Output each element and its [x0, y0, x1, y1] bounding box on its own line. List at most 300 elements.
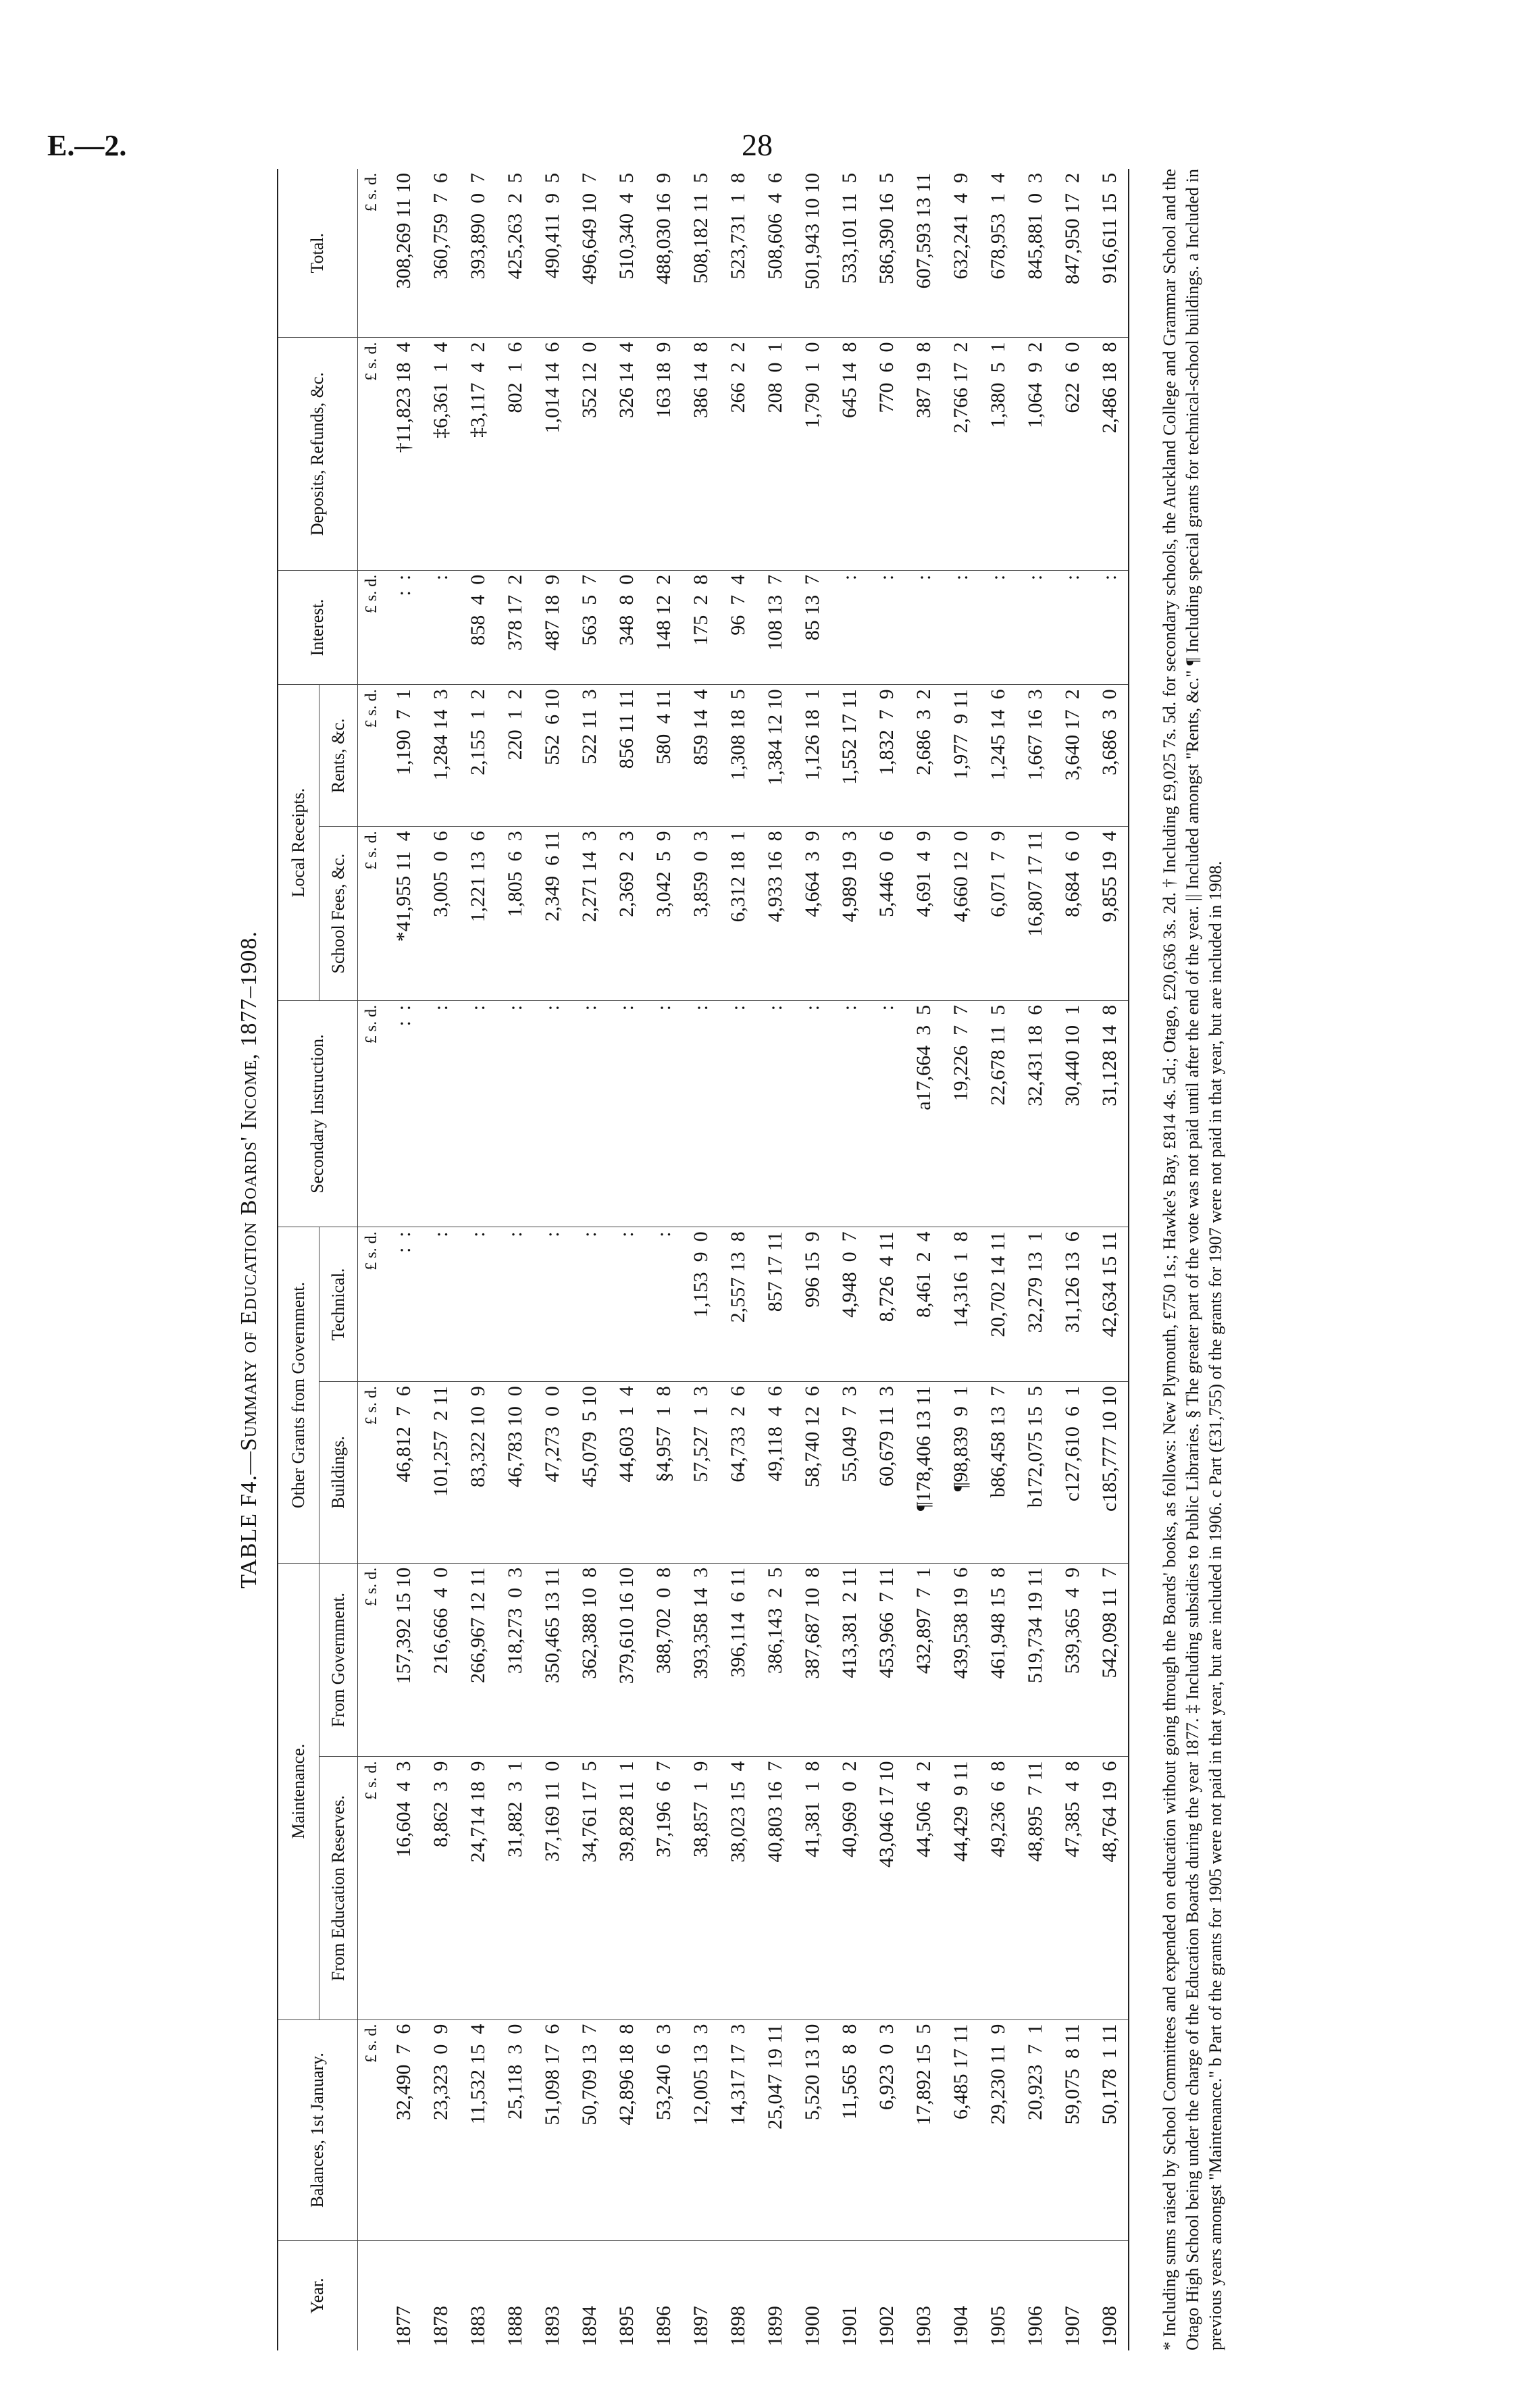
year-value: 1898 [726, 2306, 749, 2346]
cell-deposits: 2,766 17 2 [942, 338, 979, 570]
cell-buildings: 45,079 5 10 [571, 1382, 608, 1564]
cell-buildings: 101,257 2 11 [422, 1382, 459, 1564]
cell-balances: 12,005 13 3 [682, 2019, 719, 2240]
table-row [608, 169, 645, 2350]
cell-school-fees: 2,349 6 11 [534, 827, 571, 1001]
unit-label: £ s. d. [358, 169, 386, 338]
table-title-main: Summary of Education Boards' Income, 1877–1908. [236, 931, 261, 1451]
cell-reserves: 44,429 9 11 [942, 1757, 979, 2019]
cell-interest: 108 13 7 [756, 570, 794, 685]
year-value: 1901 [838, 2306, 861, 2346]
cell-deposits: 2,486 18 8 [1091, 338, 1129, 570]
cell-rents: 859 14 4 [682, 685, 719, 827]
cell-interest: : [868, 570, 905, 685]
col-buildings: Buildings. [319, 1382, 358, 1564]
cell-year [942, 2241, 979, 2351]
year-value: 1908 [1098, 2306, 1121, 2346]
cell-total: 523,731 1 8 [719, 169, 756, 338]
cell-buildings: 46,783 10 0 [496, 1382, 534, 1564]
cell-balances: 29,230 11 9 [979, 2019, 1017, 2240]
unit-row [358, 169, 386, 2350]
income-summary-table [277, 169, 1129, 2350]
cell-school-fees: 4,691 4 9 [905, 827, 942, 1001]
cell-government: 393,358 14 3 [682, 1563, 719, 1757]
cell-buildings: 60,679 11 3 [868, 1382, 905, 1564]
cell-balances: 5,520 13 10 [794, 2019, 831, 2240]
cell-deposits: 326 14 4 [608, 338, 645, 570]
cell-secondary: : [496, 1000, 534, 1227]
cell-rents: 2,686 3 2 [905, 685, 942, 827]
cell-rents: 1,190 7 1 [385, 685, 422, 827]
cell-interest: 378 17 2 [496, 570, 534, 685]
cell-total: 360,759 7 6 [422, 169, 459, 338]
cell-school-fees: 1,805 6 3 [496, 827, 534, 1001]
cell-interest: 148 12 2 [645, 570, 682, 685]
col-government: From Government. [319, 1563, 358, 1757]
cell-buildings: §4,957 1 8 [645, 1382, 682, 1564]
cell-government: 432,897 7 1 [905, 1563, 942, 1757]
year-value: 1903 [912, 2306, 935, 2346]
cell-technical: 31,126 13 6 [1054, 1227, 1091, 1382]
cell-government: 542,098 11 7 [1091, 1563, 1129, 1757]
cell-government: 386,143 2 5 [756, 1563, 794, 1757]
cell-deposits: 1,790 1 0 [794, 338, 831, 570]
unit-label: £ s. d. [358, 570, 386, 685]
cell-government: 157,392 15 10 [385, 1563, 422, 1757]
unit-label: £ s. d. [358, 1757, 386, 2019]
cell-rents: 1,245 14 6 [979, 685, 1017, 827]
table-row [645, 169, 682, 2350]
cell-rents: 1,126 18 1 [794, 685, 831, 827]
cell-secondary: 19,226 7 7 [942, 1000, 979, 1227]
cell-technical: : [645, 1227, 682, 1382]
cell-buildings: 57,527 1 3 [682, 1382, 719, 1564]
cell-government: 388,702 0 8 [645, 1563, 682, 1757]
cell-buildings: 55,049 7 3 [831, 1382, 868, 1564]
cell-technical: : [608, 1227, 645, 1382]
year-value: 1888 [503, 2306, 526, 2346]
cell-balances: 11,565 8 8 [831, 2019, 868, 2240]
cell-total: 916,611 15 5 [1091, 169, 1129, 338]
cell-rents: 552 6 10 [534, 685, 571, 827]
cell-secondary: : : [385, 1000, 422, 1227]
cell-rents: 1,832 7 9 [868, 685, 905, 827]
footnote-text: * Including sums raised by School Committees and expended on education without going through the Boards' books, as follows: New Plymouth, £750 1s.; Hawke's Bay, £814 4s. 5d.; Otago, £20,636 3s. 2d. † Including £9,025 7s. 5d. for secondary schools, the Auckland College and Grammar School and the Otago High School being under the charge of the Education Boards during the year 1877. ‡ Including subsidies to Public Libraries. § The greater part of the vote was not paid until after the end of the year. || Included amongst "Rents, &c." ¶ Including special grants for technical-school buildings. a Included in previous years amongst "Maintenance." b Part of the grants for 1905 were not paid in that year, but are included in 1906. c Part (£31,755) of the grants for 1907 were not paid in that year, but are included in 1908. [1160, 169, 1225, 2350]
cell-reserves: 38,857 1 9 [682, 1757, 719, 2019]
cell-interest: 96 7 4 [719, 570, 756, 685]
table-row [459, 169, 496, 2350]
cell-total: 501,943 10 10 [794, 169, 831, 338]
cell-reserves: 34,761 17 5 [571, 1757, 608, 2019]
cell-year [1054, 2241, 1091, 2351]
cell-rents: 580 4 11 [645, 685, 682, 827]
table-row [756, 169, 794, 2350]
table-row [868, 169, 905, 2350]
year-value: 1883 [466, 2306, 489, 2346]
cell-reserves: 43,046 17 10 [868, 1757, 905, 2019]
page-number: 28 [742, 128, 773, 162]
col-interest: Interest. [278, 570, 358, 685]
cell-technical: 8,461 2 4 [905, 1227, 942, 1382]
cell-buildings: 44,603 1 4 [608, 1382, 645, 1564]
cell-interest: : [831, 570, 868, 685]
footnotes [1158, 169, 1227, 2350]
cell-total: 308,269 11 10 [385, 169, 422, 338]
cell-year [831, 2241, 868, 2351]
cell-government: 266,967 12 11 [459, 1563, 496, 1757]
cell-rents: 2,155 1 2 [459, 685, 496, 827]
cell-year [422, 2241, 459, 2351]
year-value: 1905 [986, 2306, 1009, 2346]
cell-deposits: 622 6 0 [1054, 338, 1091, 570]
cell-deposits: 802 1 6 [496, 338, 534, 570]
col-reserves: From Education Reserves. [319, 1757, 358, 2019]
col-rents: Rents, &c. [319, 685, 358, 827]
col-deposits: Deposits, Refunds, &c. [278, 338, 358, 570]
cell-interest: : [905, 570, 942, 685]
cell-buildings: c185,777 10 10 [1091, 1382, 1129, 1564]
table-row [422, 169, 459, 2350]
cell-balances: 11,532 15 4 [459, 2019, 496, 2240]
cell-school-fees: 2,271 14 3 [571, 827, 608, 1001]
cell-reserves: 44,506 4 2 [905, 1757, 942, 2019]
cell-balances: 6,923 0 3 [868, 2019, 905, 2240]
year-value: 1877 [392, 2306, 415, 2346]
year-value: 1899 [763, 2306, 786, 2346]
cell-technical: : [571, 1227, 608, 1382]
cell-interest: : : [385, 570, 422, 685]
table-row [1091, 169, 1129, 2350]
cell-technical: 14,316 1 8 [942, 1227, 979, 1382]
cell-reserves: 40,803 16 7 [756, 1757, 794, 2019]
table-row [571, 169, 608, 2350]
cell-government: 439,538 19 6 [942, 1563, 979, 1757]
unit-label: £ s. d. [358, 2019, 386, 2240]
year-value: 1907 [1060, 2306, 1083, 2346]
cell-secondary: : [794, 1000, 831, 1227]
cell-school-fees: 4,989 19 3 [831, 827, 868, 1001]
table-row [979, 169, 1017, 2350]
cell-secondary: : [682, 1000, 719, 1227]
cell-reserves: 31,882 3 1 [496, 1757, 534, 2019]
cell-secondary: : [831, 1000, 868, 1227]
unit-label: £ s. d. [358, 1563, 386, 1757]
cell-reserves: 37,169 11 0 [534, 1757, 571, 2019]
cell-balances: 50,709 13 7 [571, 2019, 608, 2240]
cell-total: 488,030 16 9 [645, 169, 682, 338]
cell-year [645, 2241, 682, 2351]
cell-buildings: ¶178,406 13 11 [905, 1382, 942, 1564]
cell-government: 453,966 7 11 [868, 1563, 905, 1757]
cell-reserves: 38,023 15 4 [719, 1757, 756, 2019]
cell-balances: 53,240 6 3 [645, 2019, 682, 2240]
cell-government: 519,734 19 11 [1017, 1563, 1054, 1757]
cell-year [756, 2241, 794, 2351]
year-value: 1902 [875, 2306, 898, 2346]
cell-secondary: : [719, 1000, 756, 1227]
cell-secondary: : [459, 1000, 496, 1227]
cell-school-fees: 1,221 13 6 [459, 827, 496, 1001]
cell-balances: 25,047 19 11 [756, 2019, 794, 2240]
cell-buildings: ¶98,839 9 1 [942, 1382, 979, 1564]
cell-year [979, 2241, 1017, 2351]
table-row [1017, 169, 1054, 2350]
cell-deposits: 645 14 8 [831, 338, 868, 570]
cell-interest: : [1091, 570, 1129, 685]
cell-government: 350,465 13 11 [534, 1563, 571, 1757]
cell-buildings: 58,740 12 6 [794, 1382, 831, 1564]
cell-balances: 6,485 17 11 [942, 2019, 979, 2240]
cell-secondary: a17,664 3 5 [905, 1000, 942, 1227]
cell-reserves: 39,828 11 1 [608, 1757, 645, 2019]
cell-total: 490,411 9 5 [534, 169, 571, 338]
cell-deposits: 1,380 5 1 [979, 338, 1017, 570]
unit-label: £ s. d. [358, 827, 386, 1001]
cell-reserves: 47,385 4 8 [1054, 1757, 1091, 2019]
cell-year [534, 2241, 571, 2351]
year-value: 1906 [1023, 2306, 1046, 2346]
cell-balances: 14,317 17 3 [719, 2019, 756, 2240]
cell-rents: 1,552 17 11 [831, 685, 868, 827]
cell-school-fees: 2,369 2 3 [608, 827, 645, 1001]
col-school-fees: School Fees, &c. [319, 827, 358, 1001]
cell-balances: 23,323 0 9 [422, 2019, 459, 2240]
cell-balances: 42,896 18 8 [608, 2019, 645, 2240]
cell-secondary: 31,128 14 8 [1091, 1000, 1129, 1227]
cell-technical: : [459, 1227, 496, 1382]
cell-buildings: 64,733 2 6 [719, 1382, 756, 1564]
table-row [794, 169, 831, 2350]
cell-interest: : [1017, 570, 1054, 685]
unit-label: £ s. d. [358, 685, 386, 827]
cell-rents: 3,686 3 0 [1091, 685, 1129, 827]
cell-year [905, 2241, 942, 2351]
cell-interest: : [942, 570, 979, 685]
cell-government: 413,381 2 11 [831, 1563, 868, 1757]
cell-total: 678,953 1 4 [979, 169, 1017, 338]
cell-buildings: 49,118 4 6 [756, 1382, 794, 1564]
cell-technical: 1,153 9 0 [682, 1227, 719, 1382]
year-value: 1900 [800, 2306, 823, 2346]
cell-government: 216,666 4 0 [422, 1563, 459, 1757]
cell-government: 379,610 16 10 [608, 1563, 645, 1757]
table-row [534, 169, 571, 2350]
cell-technical: : [534, 1227, 571, 1382]
cell-school-fees: 8,684 6 0 [1054, 827, 1091, 1001]
unit-label: £ s. d. [358, 338, 386, 570]
cell-total: 845,881 0 3 [1017, 169, 1054, 338]
cell-total: 533,101 11 5 [831, 169, 868, 338]
unit-label: £ s. d. [358, 1227, 386, 1382]
cell-government: 387,687 10 8 [794, 1563, 831, 1757]
cell-total: 607,593 13 11 [905, 169, 942, 338]
cell-buildings: 83,322 10 9 [459, 1382, 496, 1564]
cell-year [794, 2241, 831, 2351]
cell-school-fees: 4,660 12 0 [942, 827, 979, 1001]
page-code: E.—2. [47, 129, 127, 162]
cell-deposits: ‡3,117 4 2 [459, 338, 496, 570]
cell-school-fees: *41,955 11 4 [385, 827, 422, 1001]
cell-deposits: 386 14 8 [682, 338, 719, 570]
table-row [385, 169, 422, 2350]
cell-rents: 856 11 11 [608, 685, 645, 827]
cell-interest: 858 4 0 [459, 570, 496, 685]
cell-total: 847,950 17 2 [1054, 169, 1091, 338]
year-value: 1895 [615, 2306, 638, 2346]
cell-deposits: ‡6,361 1 4 [422, 338, 459, 570]
cell-secondary: 30,440 10 1 [1054, 1000, 1091, 1227]
cell-year [459, 2241, 496, 2351]
cell-deposits: 1,014 14 6 [534, 338, 571, 570]
cell-technical: 42,634 15 11 [1091, 1227, 1129, 1382]
cell-deposits: 387 19 8 [905, 338, 942, 570]
cell-school-fees: 6,312 18 1 [719, 827, 756, 1001]
cell-balances: 50,178 1 11 [1091, 2019, 1129, 2240]
cell-secondary: : [608, 1000, 645, 1227]
cell-year [682, 2241, 719, 2351]
cell-rents: 1,308 18 5 [719, 685, 756, 827]
cell-rents: 1,384 12 10 [756, 685, 794, 827]
cell-school-fees: 3,005 0 6 [422, 827, 459, 1001]
cell-rents: 1,977 9 11 [942, 685, 979, 827]
cell-year [719, 2241, 756, 2351]
year-value: 1897 [689, 2306, 712, 2346]
unit-label: £ s. d. [358, 1000, 386, 1227]
cell-interest: 175 2 8 [682, 570, 719, 685]
table-row [496, 169, 534, 2350]
cell-year [868, 2241, 905, 2351]
cell-government: 362,388 10 8 [571, 1563, 608, 1757]
cell-deposits: 266 2 2 [719, 338, 756, 570]
cell-total: 632,241 4 9 [942, 169, 979, 338]
cell-rents: 1,667 16 3 [1017, 685, 1054, 827]
cell-balances: 20,923 7 1 [1017, 2019, 1054, 2240]
cell-secondary: : [422, 1000, 459, 1227]
cell-interest: 85 13 7 [794, 570, 831, 685]
table-title [236, 169, 262, 2350]
cell-balances: 59,075 8 11 [1054, 2019, 1091, 2240]
cell-school-fees: 3,859 0 3 [682, 827, 719, 1001]
cell-year [1017, 2241, 1054, 2351]
col-other-grants: Other Grants from Government. [278, 1227, 319, 1563]
cell-total: 393,890 0 7 [459, 169, 496, 338]
cell-reserves: 48,764 19 6 [1091, 1757, 1129, 2019]
table-row [831, 169, 868, 2350]
cell-reserves: 48,895 7 11 [1017, 1757, 1054, 2019]
cell-balances: 17,892 15 5 [905, 2019, 942, 2240]
cell-reserves: 24,714 18 9 [459, 1757, 496, 2019]
cell-technical: 32,279 13 1 [1017, 1227, 1054, 1382]
cell-deposits: 770 6 0 [868, 338, 905, 570]
cell-deposits: 208 0 1 [756, 338, 794, 570]
cell-balances: 25,118 3 0 [496, 2019, 534, 2240]
cell-buildings: b86,458 13 7 [979, 1382, 1017, 1564]
cell-interest: : [1054, 570, 1091, 685]
year-value: 1896 [652, 2306, 675, 2346]
cell-technical: 2,557 13 8 [719, 1227, 756, 1382]
unit-label: £ s. d. [358, 1382, 386, 1564]
cell-rents: 220 1 2 [496, 685, 534, 827]
cell-total: 508,606 4 6 [756, 169, 794, 338]
cell-deposits: 163 18 9 [645, 338, 682, 570]
cell-total: 586,390 16 5 [868, 169, 905, 338]
cell-technical: 8,726 4 11 [868, 1227, 905, 1382]
cell-interest: : [979, 570, 1017, 685]
cell-reserves: 41,381 1 8 [794, 1757, 831, 2019]
cell-interest: 563 5 7 [571, 570, 608, 685]
cell-rents: 1,284 14 3 [422, 685, 459, 827]
cell-rents: 522 11 3 [571, 685, 608, 827]
cell-buildings: 46,812 7 6 [385, 1382, 422, 1564]
cell-school-fees: 9,855 19 4 [1091, 827, 1129, 1001]
cell-school-fees: 5,446 0 6 [868, 827, 905, 1001]
cell-year [385, 2241, 422, 2351]
cell-reserves: 37,196 6 7 [645, 1757, 682, 2019]
table-row [719, 169, 756, 2350]
cell-secondary: : [645, 1000, 682, 1227]
cell-school-fees: 6,071 7 9 [979, 827, 1017, 1001]
cell-government: 539,365 4 9 [1054, 1563, 1091, 1757]
cell-secondary: 32,431 18 6 [1017, 1000, 1054, 1227]
cell-total: 425,263 2 5 [496, 169, 534, 338]
cell-deposits: 352 12 0 [571, 338, 608, 570]
cell-year [1091, 2241, 1129, 2351]
cell-reserves: 49,236 6 8 [979, 1757, 1017, 2019]
cell-school-fees: 3,042 5 9 [645, 827, 682, 1001]
col-secondary: Secondary Instruction. [278, 1000, 358, 1227]
year-value: 1878 [429, 2306, 452, 2346]
cell-government: 318,273 0 3 [496, 1563, 534, 1757]
table-row [1054, 169, 1091, 2350]
cell-technical: : [496, 1227, 534, 1382]
table-row [942, 169, 979, 2350]
col-maintenance: Maintenance. [278, 1563, 319, 2019]
cell-deposits: 1,064 9 2 [1017, 338, 1054, 570]
cell-government: 396,114 6 11 [719, 1563, 756, 1757]
cell-technical: 996 15 9 [794, 1227, 831, 1382]
cell-interest: 348 8 0 [608, 570, 645, 685]
cell-technical: 857 17 11 [756, 1227, 794, 1382]
cell-technical: 4,948 0 7 [831, 1227, 868, 1382]
cell-year [571, 2241, 608, 2351]
col-balances: Balances, 1st January. [278, 2019, 358, 2240]
cell-secondary: : [868, 1000, 905, 1227]
cell-secondary: : [756, 1000, 794, 1227]
cell-technical: 20,702 14 11 [979, 1227, 1017, 1382]
cell-balances: 51,098 17 6 [534, 2019, 571, 2240]
cell-school-fees: 4,933 16 8 [756, 827, 794, 1001]
cell-buildings: b172,075 15 5 [1017, 1382, 1054, 1564]
cell-technical: : [422, 1227, 459, 1382]
cell-balances: 32,490 7 6 [385, 2019, 422, 2240]
table-title-prefix: TABLE F4.— [236, 1451, 261, 1589]
cell-technical: : : [385, 1227, 422, 1382]
year-value: 1904 [949, 2306, 972, 2346]
year-value: 1894 [578, 2306, 600, 2346]
col-local-receipts: Local Receipts. [278, 685, 319, 1001]
cell-buildings: c127,610 6 1 [1054, 1382, 1091, 1564]
rotated-page-content [236, 169, 1304, 2350]
table-row [905, 169, 942, 2350]
col-total: Total. [278, 169, 358, 338]
col-year: Year. [278, 2241, 358, 2351]
table-row [682, 169, 719, 2350]
cell-rents: 3,640 17 2 [1054, 685, 1091, 827]
cell-reserves: 40,969 0 2 [831, 1757, 868, 2019]
cell-year [608, 2241, 645, 2351]
cell-deposits: †11,823 18 4 [385, 338, 422, 570]
col-technical: Technical. [319, 1227, 358, 1382]
